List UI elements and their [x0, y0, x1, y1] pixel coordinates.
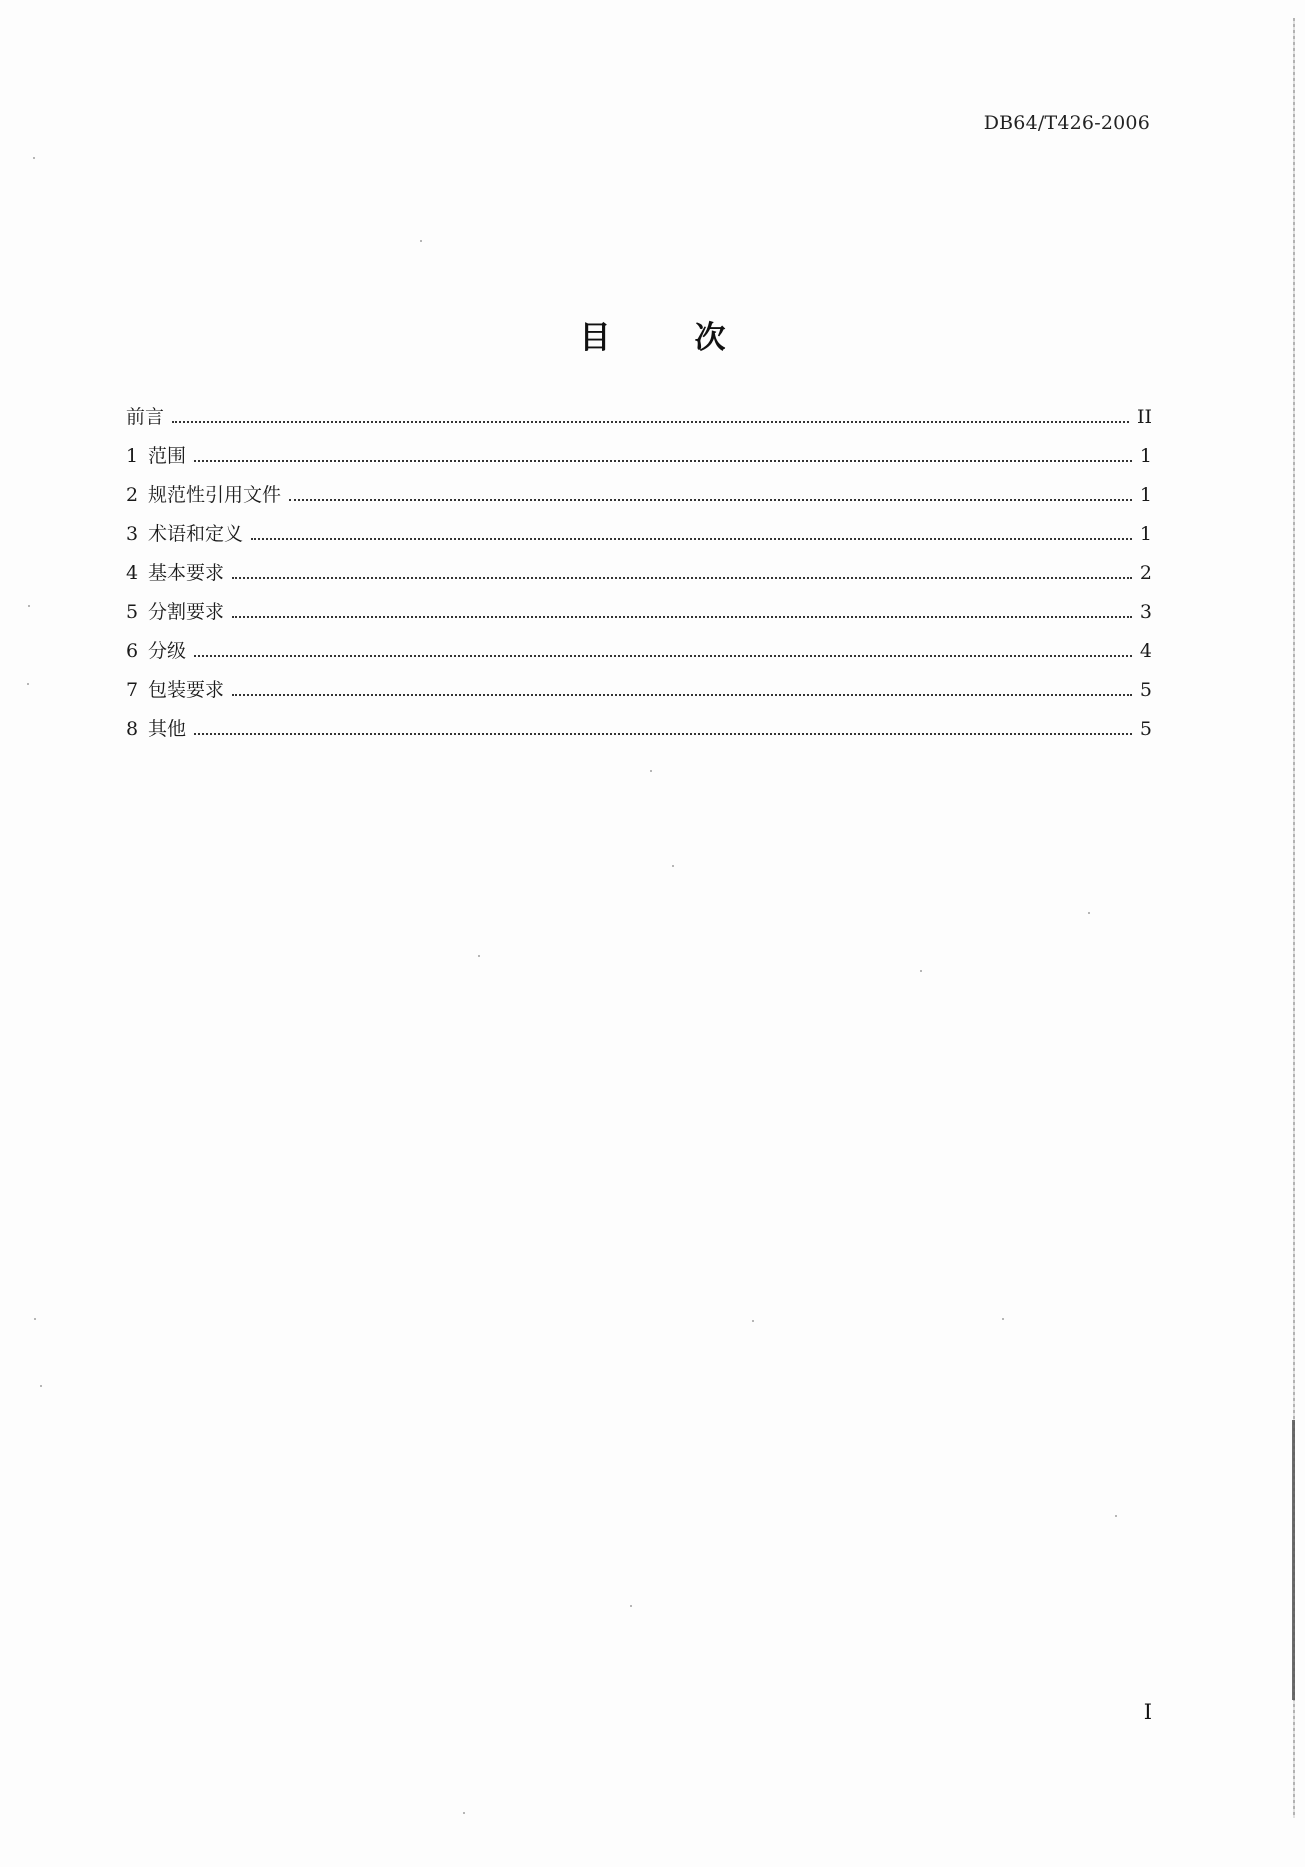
toc-leader — [232, 616, 1132, 618]
scan-speck — [672, 865, 674, 867]
toc-number: 3 — [126, 523, 139, 545]
toc-page: 5 — [1139, 718, 1152, 740]
scan-speck — [34, 1318, 36, 1320]
toc-entry-packaging-requirements[interactable] — [126, 675, 1152, 714]
toc-number: 7 — [126, 679, 139, 701]
toc-number: 8 — [126, 718, 139, 740]
title-char-2: 次 — [694, 320, 726, 356]
toc-entry-other[interactable] — [126, 714, 1152, 753]
toc-page: 3 — [1139, 601, 1152, 623]
toc-label: 前言 — [126, 406, 165, 428]
toc-number: 5 — [126, 601, 139, 623]
title-char-1: 目 — [579, 320, 611, 356]
scan-speck — [478, 955, 480, 957]
toc-page: 4 — [1139, 640, 1152, 662]
scan-speck — [40, 1385, 42, 1387]
scan-speck — [33, 157, 35, 159]
toc-leader — [194, 460, 1132, 462]
toc-label: 其他 — [148, 718, 187, 740]
toc-page: II — [1136, 406, 1152, 428]
toc-label: 范围 — [148, 445, 187, 467]
scan-speck — [1115, 1515, 1117, 1517]
toc-entry-scope[interactable] — [126, 441, 1152, 480]
scan-speck — [1002, 1318, 1004, 1320]
toc-entry-normative-references[interactable] — [126, 480, 1152, 519]
toc-leader — [232, 577, 1132, 579]
toc-page: 5 — [1139, 679, 1152, 701]
scan-speck — [630, 1605, 632, 1607]
toc-entry-basic-requirements[interactable] — [126, 558, 1152, 597]
toc-label: 术语和定义 — [148, 523, 244, 545]
scan-speck — [752, 1320, 754, 1322]
toc-entry-terms-definitions[interactable] — [126, 519, 1152, 558]
toc-label: 基本要求 — [148, 562, 225, 584]
scan-edge-dark — [1292, 1420, 1295, 1700]
page-title — [0, 312, 1305, 357]
toc-leader — [251, 538, 1132, 540]
toc-number: 2 — [126, 484, 139, 506]
table-of-contents — [126, 402, 1152, 753]
scan-speck — [650, 770, 652, 772]
toc-leader — [194, 733, 1132, 735]
toc-number: 4 — [126, 562, 139, 584]
page-number: I — [1143, 1700, 1152, 1724]
scan-speck — [28, 605, 30, 607]
toc-leader — [232, 694, 1132, 696]
scan-speck — [420, 240, 422, 242]
toc-entry-grading[interactable] — [126, 636, 1152, 675]
toc-number: 6 — [126, 640, 139, 662]
toc-leader — [289, 499, 1132, 501]
toc-entry-cutting-requirements[interactable] — [126, 597, 1152, 636]
scan-speck — [1088, 912, 1090, 914]
toc-number: 1 — [126, 445, 139, 467]
document-code: DB64/T426-2006 — [983, 112, 1150, 134]
toc-page: 1 — [1139, 484, 1152, 506]
toc-label: 分割要求 — [148, 601, 225, 623]
toc-label: 规范性引用文件 — [148, 484, 282, 506]
toc-leader — [172, 421, 1129, 423]
toc-label: 分级 — [148, 640, 187, 662]
toc-label: 包装要求 — [148, 679, 225, 701]
toc-page: 1 — [1139, 523, 1152, 545]
toc-page: 2 — [1139, 562, 1152, 584]
toc-leader — [194, 655, 1132, 657]
scan-speck — [27, 683, 29, 685]
toc-page: 1 — [1139, 445, 1152, 467]
toc-entry-foreword[interactable] — [126, 402, 1152, 441]
scan-speck — [920, 970, 922, 972]
scan-speck — [463, 1812, 465, 1814]
